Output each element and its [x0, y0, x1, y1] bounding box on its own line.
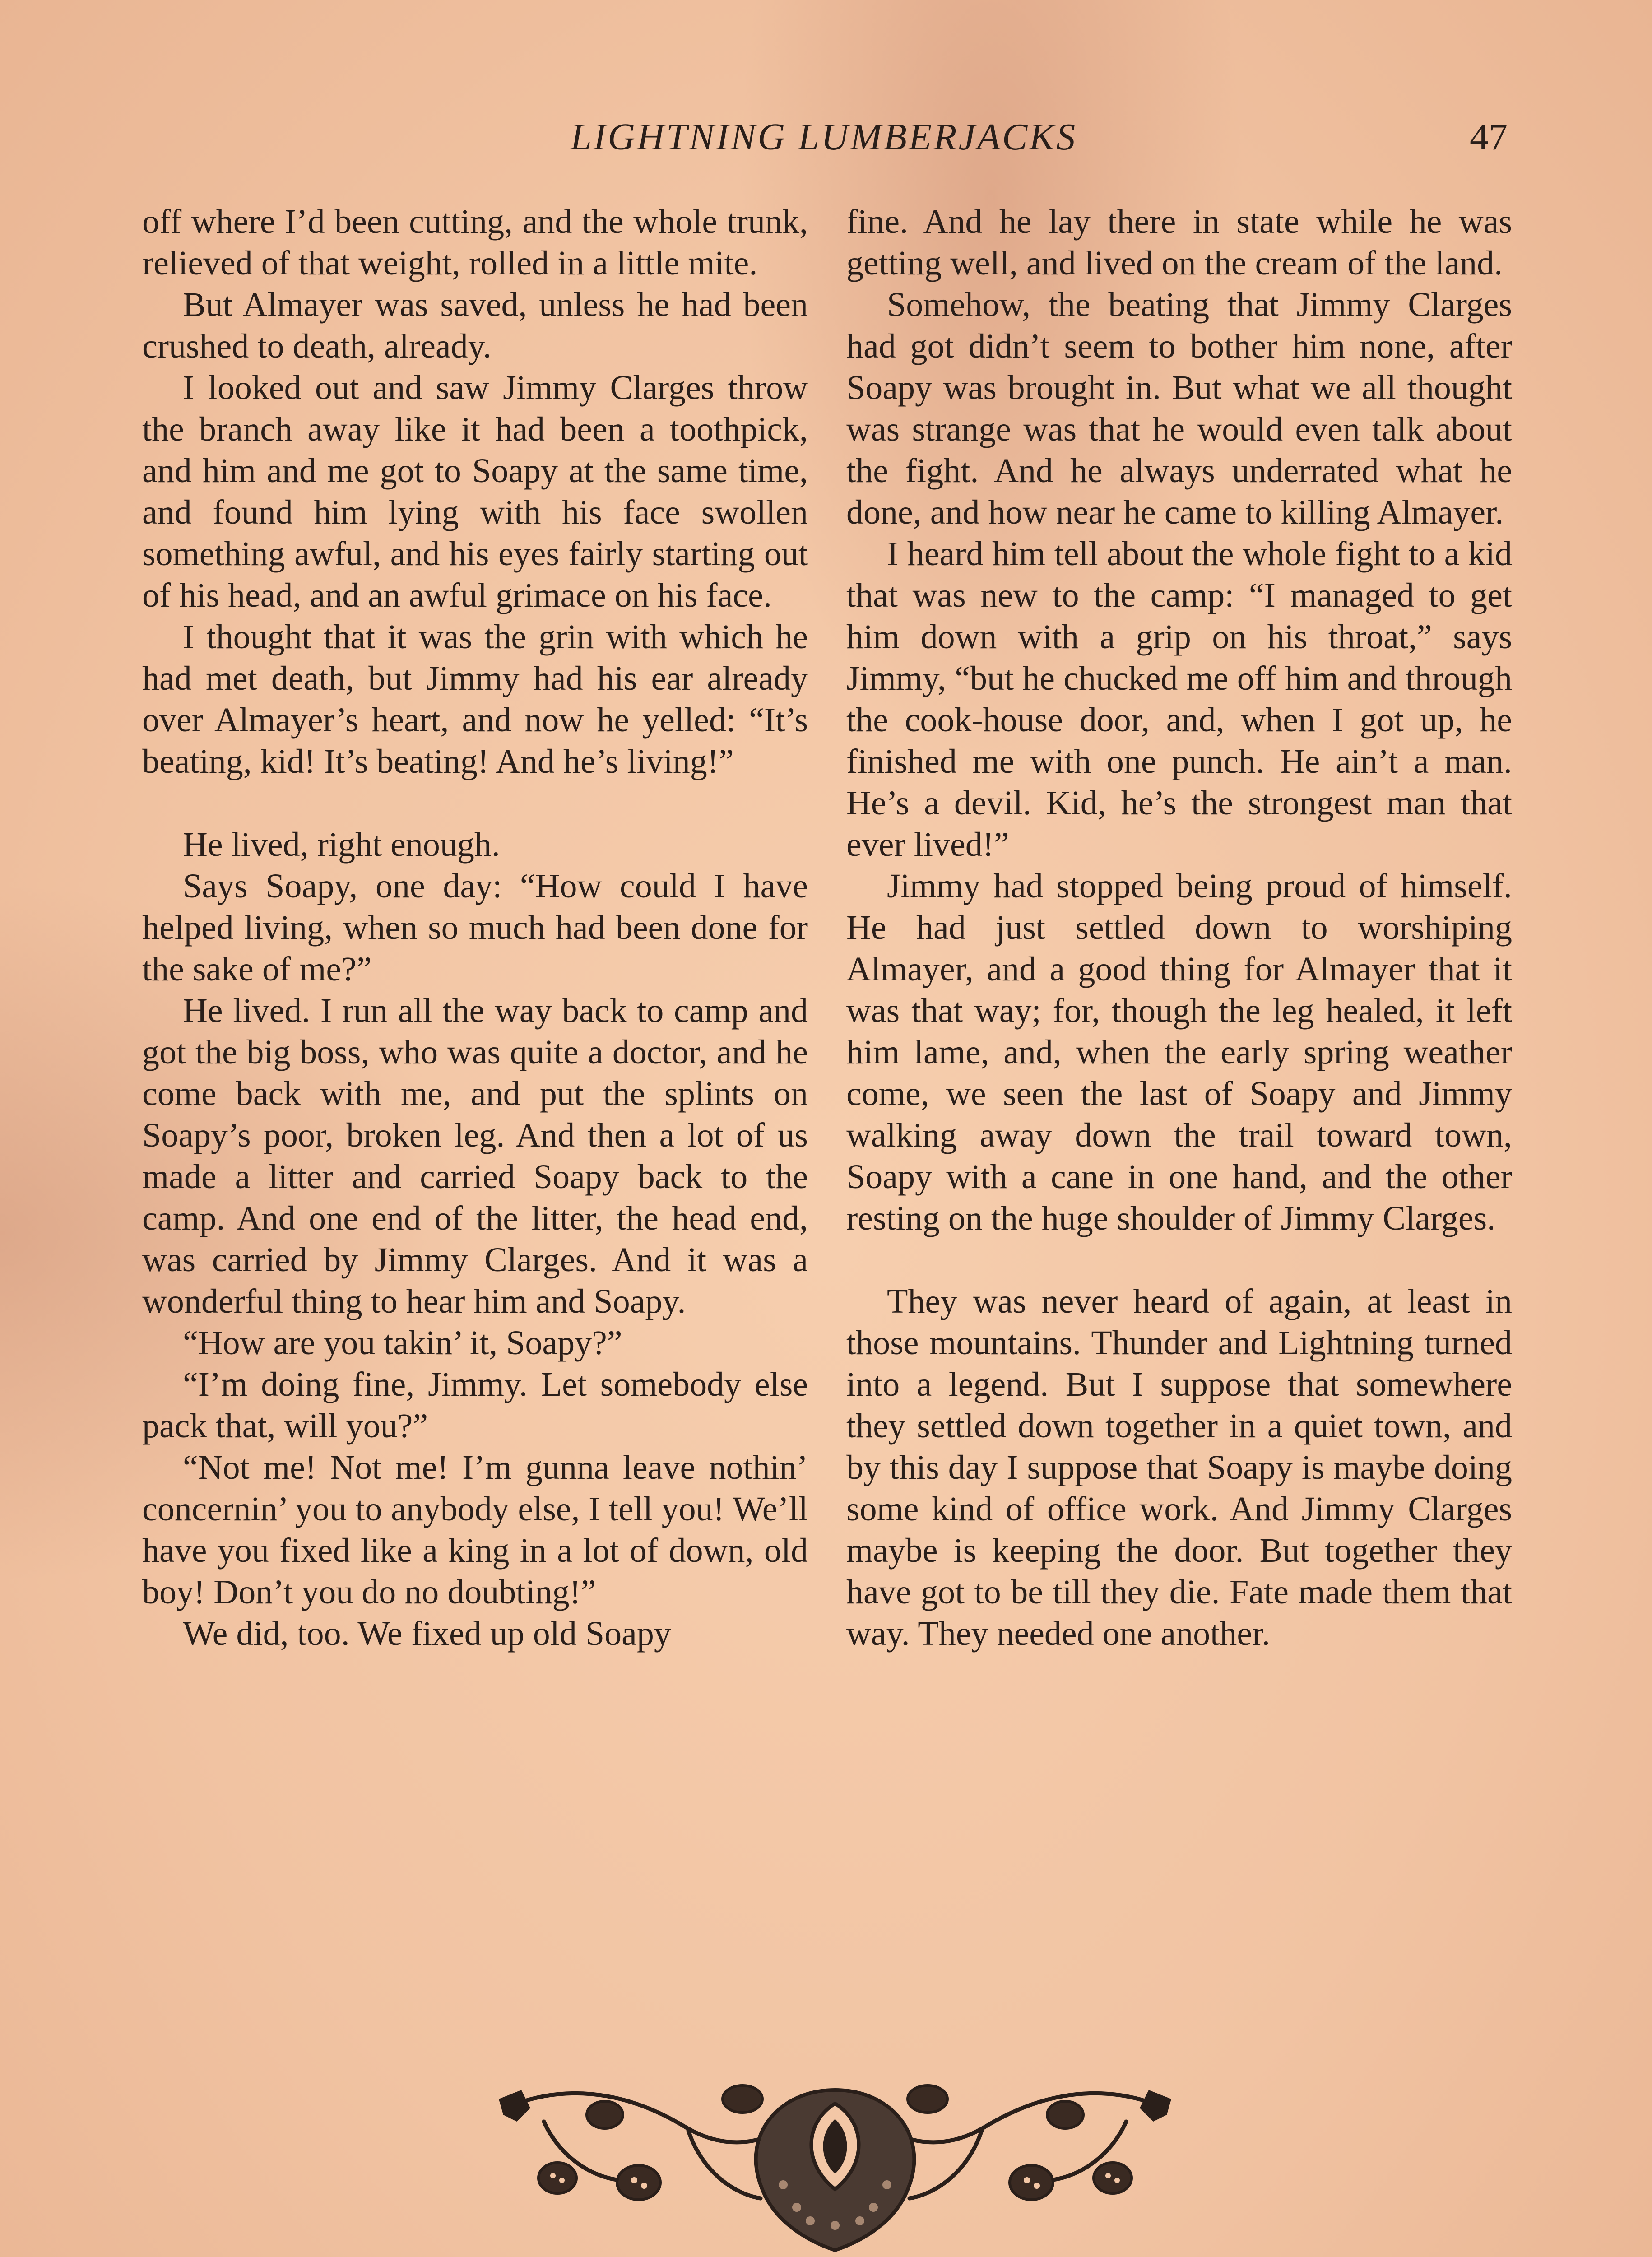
paragraph: Jimmy had stopped being proud of himself. He had just settled down to worshiping Almayer, and a good thing for Almayer that it was that way; for, though the leg healed, it left him lame, and, when the early spring weather come, we seen the last of Soapy and Jimmy walking away down the trail toward town, Soapy with a cane in one hand, and the other resting on the huge shoulder of Jimmy Clarges.: [846, 867, 1512, 1237]
paragraph: I thought that it was the grin with which he had met death, but Jimmy had his ear already over Almayer’s heart, and now he yelled: “It’s beating, kid! It’s beating! And he’s living!”: [142, 618, 808, 780]
right-text-column: [846, 201, 1512, 1654]
paragraph: “How are you takin’ it, Soapy?”: [183, 1324, 622, 1362]
paragraph: off where I’d been cutting, and the whole trunk, relieved of that weight, rolled in a little mite.: [142, 203, 808, 282]
paragraph: Somehow, the beating that Jimmy Clarges had got didn’t seem to bother him none, after Soapy was brought in. But what we all thought was strange was that he would even talk about the fight. And he always underrated what he done, and how near he came to killing Almayer.: [846, 286, 1512, 531]
paragraph: “I’m doing fine, Jimmy. Let somebody else pack that, will you?”: [142, 1365, 808, 1445]
paragraph: I heard him tell about the whole fight to a kid that was new to the camp: “I managed to get him down with a grip on his throat,” says Jimmy, “but he chucked me off him and through the cook-house door, and, when I got up, he finished me with one punch. He ain’t a man. He’s a devil. Kid, he’s the strongest man that ever lived!”: [846, 535, 1512, 864]
paragraph: They was never heard of again, at least in those mountains. Thunder and Lightning turned into a legend. But I suppose that somewhere they settled down together in a quiet town, and by this day I suppose that Soapy is maybe doing some kind of office work. And Jimmy Clarges maybe is keeping the door. But together they have got to be till they die. Fate made them that way. They needed one another.: [846, 1282, 1512, 1653]
paragraph: He lived, right enough.: [183, 826, 500, 864]
floral-ornament-icon: [490, 2072, 1180, 2257]
paragraph: fine. And he lay there in state while he was getting well, and lived on the cream of the land.: [846, 203, 1512, 282]
running-title: LIGHTNING LUMBERJACKS: [570, 116, 1077, 158]
paragraph: He lived. I run all the way back to camp and got the big boss, who was quite a doctor, and he come back with me, and put the splints on Soapy’s poor, broken leg. And then a lot of us made a litter and carried Soapy back to the camp. And one end of the litter, the head end, was carried by Jimmy Clarges. And it was a wonderful thing to hear him and Soapy.: [142, 992, 808, 1320]
left-text-column: [142, 201, 808, 1654]
paragraph: But Almayer was saved, unless he had been crushed to death, already.: [142, 286, 808, 365]
paragraph: We did, too. We fixed up old Soapy: [183, 1615, 671, 1653]
paragraph: I looked out and saw Jimmy Clarges throw the branch away like it had been a toothpick, and him and me got to Soapy at the same time, and found him lying with his face swollen something awful, and his eyes fairly starting out of his head, and an awful grimace on his face.: [142, 369, 808, 614]
paragraph: “Not me! Not me! I’m gunna leave nothin’ concernin’ you to anybody else, I tell you! We’ll have you fixed like a king in a lot of down, old boy! Don’t you do no doubting!”: [142, 1449, 808, 1611]
page-number: 47: [1470, 116, 1508, 158]
page-header: [140, 115, 1508, 169]
paragraph: Says Soapy, one day: “How could I have helped living, when so much had been done for the sake of me?”: [142, 867, 808, 988]
